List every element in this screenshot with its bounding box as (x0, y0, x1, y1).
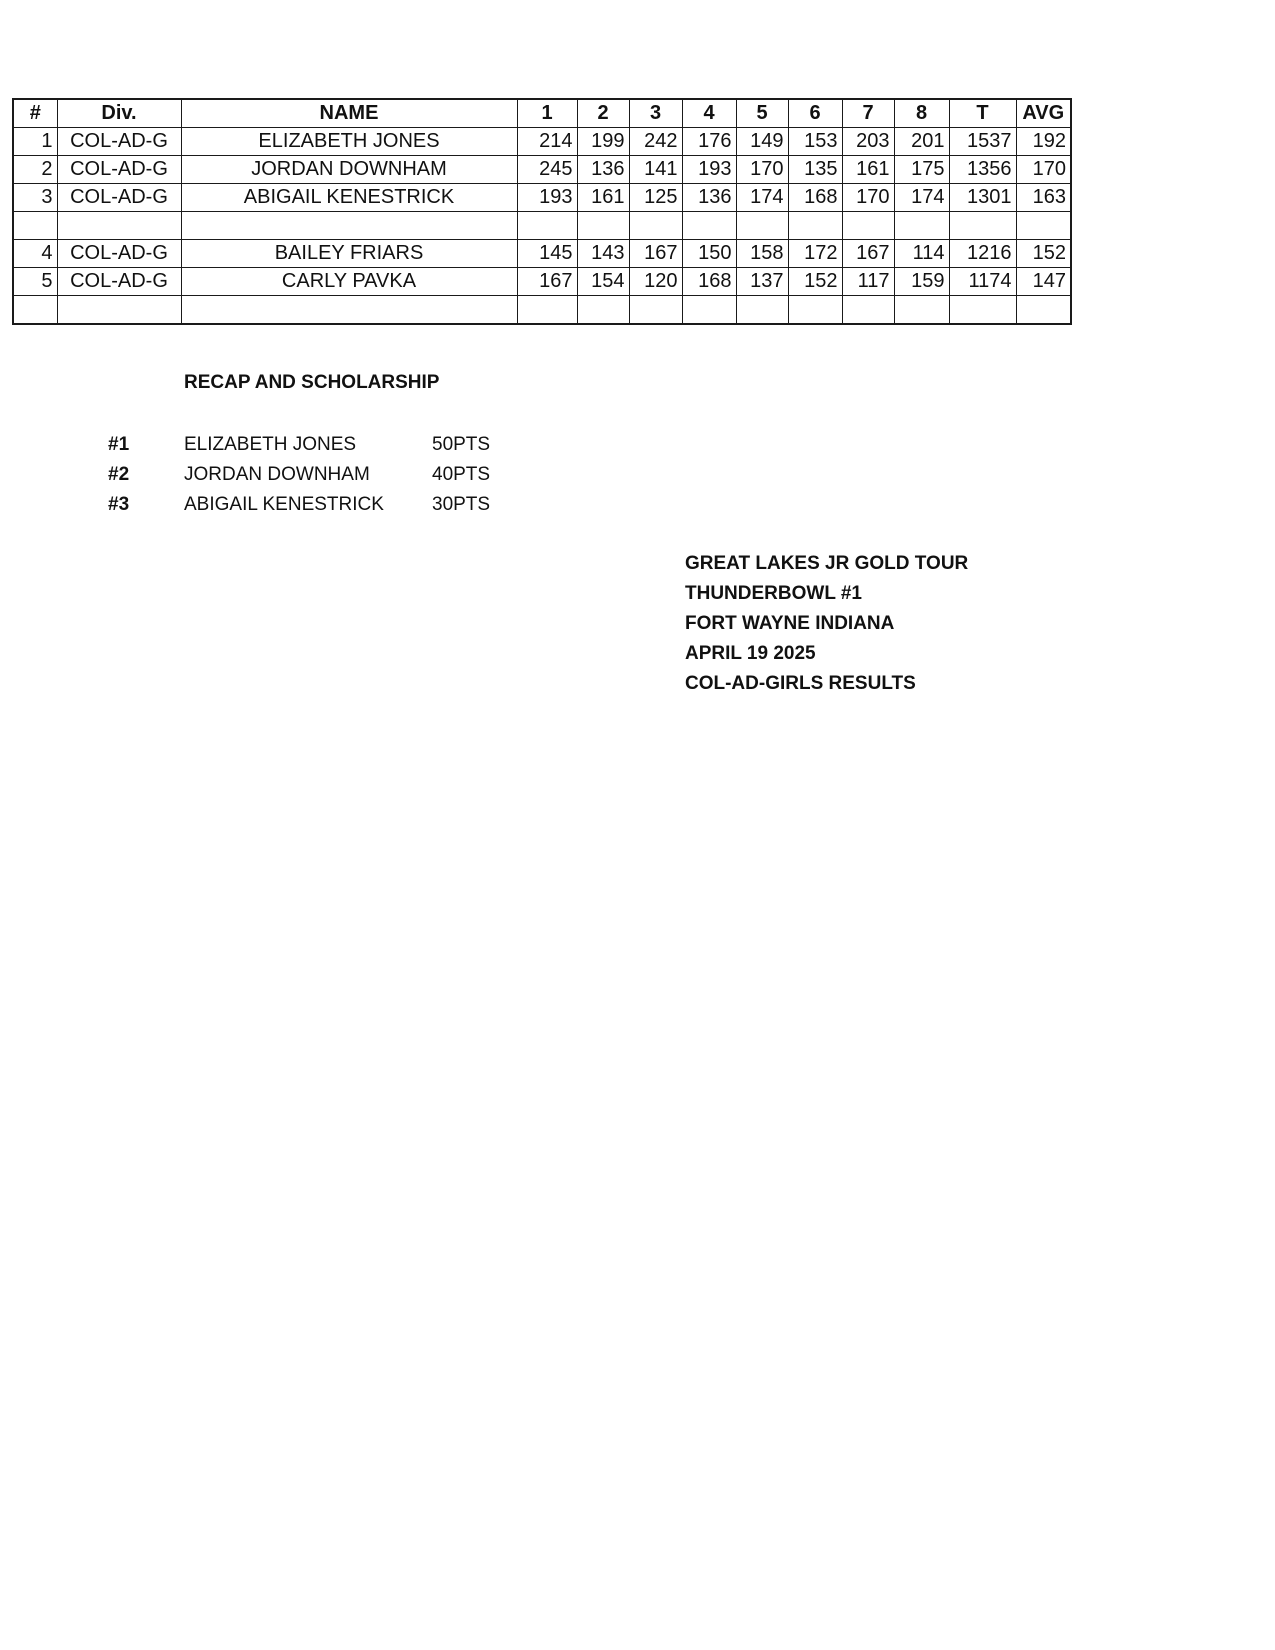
cell-rank: 2 (13, 156, 57, 184)
cell-game-7: 161 (842, 156, 894, 184)
cell-name: CARLY PAVKA (181, 268, 517, 296)
header-total: T (949, 99, 1016, 128)
event-tour-name: GREAT LAKES JR GOLD TOUR (685, 553, 969, 574)
cell-game-1: 245 (517, 156, 577, 184)
cell-division (57, 212, 181, 240)
cell-game-3: 242 (629, 128, 682, 156)
cell-rank: 5 (13, 268, 57, 296)
cell-name (181, 296, 517, 325)
cell-game-6 (788, 296, 842, 325)
cell-game-8: 175 (894, 156, 949, 184)
cell-game-4: 150 (682, 240, 736, 268)
cell-game-5: 174 (736, 184, 788, 212)
cell-rank: 4 (13, 240, 57, 268)
event-info (685, 549, 968, 699)
cell-game-8: 174 (894, 184, 949, 212)
cell-total: 1537 (949, 128, 1016, 156)
cell-average (1016, 212, 1071, 240)
cell-game-3 (629, 212, 682, 240)
header-game-2: 2 (577, 99, 629, 128)
cell-game-1: 193 (517, 184, 577, 212)
cell-division: COL-AD-G (57, 240, 181, 268)
cell-game-6 (788, 212, 842, 240)
cell-average: 192 (1016, 128, 1071, 156)
results-body (13, 128, 1071, 325)
cell-game-1: 167 (517, 268, 577, 296)
cell-game-8 (894, 296, 949, 325)
recap-points: 30PTS (432, 494, 491, 515)
cell-game-2: 143 (577, 240, 629, 268)
cell-average: 163 (1016, 184, 1071, 212)
cell-division: COL-AD-G (57, 184, 181, 212)
cell-game-8: 159 (894, 268, 949, 296)
header-division: Div. (57, 99, 181, 128)
event-location: FORT WAYNE INDIANA (685, 613, 895, 634)
cell-game-3: 125 (629, 184, 682, 212)
cell-game-5: 170 (736, 156, 788, 184)
header-game-7: 7 (842, 99, 894, 128)
cell-game-7: 203 (842, 128, 894, 156)
cell-game-5 (736, 212, 788, 240)
header-name: NAME (181, 99, 517, 128)
cell-game-5: 158 (736, 240, 788, 268)
recap-name: ELIZABETH JONES (184, 434, 357, 455)
header-game-8: 8 (894, 99, 949, 128)
cell-game-6: 152 (788, 268, 842, 296)
cell-division: COL-AD-G (57, 268, 181, 296)
cell-game-4: 176 (682, 128, 736, 156)
event-date: APRIL 19 2025 (685, 643, 816, 664)
cell-game-3: 141 (629, 156, 682, 184)
cell-total: 1301 (949, 184, 1016, 212)
cell-game-2: 154 (577, 268, 629, 296)
cell-game-4: 168 (682, 268, 736, 296)
cell-game-1: 214 (517, 128, 577, 156)
cell-total: 1174 (949, 268, 1016, 296)
cell-game-4 (682, 212, 736, 240)
cell-average: 170 (1016, 156, 1071, 184)
cell-game-5 (736, 296, 788, 325)
cell-rank (13, 296, 57, 325)
cell-name: JORDAN DOWNHAM (181, 156, 517, 184)
header-game-1: 1 (517, 99, 577, 128)
table-row (13, 212, 1071, 240)
cell-division: COL-AD-G (57, 128, 181, 156)
event-results-title: COL-AD-GIRLS RESULTS (685, 673, 916, 694)
cell-name: ELIZABETH JONES (181, 128, 517, 156)
recap-points: 40PTS (432, 464, 491, 485)
recap-entry (108, 460, 490, 490)
cell-total (949, 212, 1016, 240)
header-game-6: 6 (788, 99, 842, 128)
cell-game-7: 117 (842, 268, 894, 296)
cell-game-2: 199 (577, 128, 629, 156)
results-table (12, 98, 1072, 325)
cell-game-1 (517, 296, 577, 325)
recap-rank: #3 (108, 494, 130, 515)
header-rank: # (13, 99, 57, 128)
cell-name: BAILEY FRIARS (181, 240, 517, 268)
cell-game-5: 149 (736, 128, 788, 156)
cell-average (1016, 296, 1071, 325)
cell-game-2 (577, 296, 629, 325)
cell-rank: 1 (13, 128, 57, 156)
cell-game-6: 172 (788, 240, 842, 268)
cell-game-3: 120 (629, 268, 682, 296)
cell-game-8 (894, 212, 949, 240)
cell-game-6: 168 (788, 184, 842, 212)
cell-rank (13, 212, 57, 240)
recap-rank: #1 (108, 434, 130, 455)
cell-game-4 (682, 296, 736, 325)
table-row (13, 240, 1071, 268)
cell-game-7: 167 (842, 240, 894, 268)
recap-entry (108, 430, 490, 460)
cell-average: 147 (1016, 268, 1071, 296)
table-row (13, 184, 1071, 212)
cell-rank: 3 (13, 184, 57, 212)
header-game-3: 3 (629, 99, 682, 128)
header-average: AVG (1016, 99, 1071, 128)
cell-game-3: 167 (629, 240, 682, 268)
cell-game-5: 137 (736, 268, 788, 296)
cell-average: 152 (1016, 240, 1071, 268)
cell-game-7: 170 (842, 184, 894, 212)
cell-game-1 (517, 212, 577, 240)
header-game-5: 5 (736, 99, 788, 128)
cell-total (949, 296, 1016, 325)
recap-rank: #2 (108, 464, 130, 485)
cell-game-6: 135 (788, 156, 842, 184)
cell-game-4: 136 (682, 184, 736, 212)
cell-division: COL-AD-G (57, 156, 181, 184)
recap-entry (108, 490, 490, 520)
recap-title: RECAP AND SCHOLARSHIP (184, 372, 440, 393)
table-row (13, 156, 1071, 184)
table-header-row (13, 99, 1071, 128)
table-row (13, 296, 1071, 325)
cell-game-2 (577, 212, 629, 240)
cell-game-2: 136 (577, 156, 629, 184)
cell-game-8: 114 (894, 240, 949, 268)
cell-game-1: 145 (517, 240, 577, 268)
cell-name: ABIGAIL KENESTRICK (181, 184, 517, 212)
recap-name: ABIGAIL KENESTRICK (184, 494, 384, 515)
recap-points: 50PTS (432, 434, 491, 455)
header-game-4: 4 (682, 99, 736, 128)
table-row (13, 268, 1071, 296)
cell-game-7 (842, 296, 894, 325)
cell-game-2: 161 (577, 184, 629, 212)
table-row (13, 128, 1071, 156)
cell-game-4: 193 (682, 156, 736, 184)
cell-game-6: 153 (788, 128, 842, 156)
cell-name (181, 212, 517, 240)
recap-list (108, 430, 490, 520)
cell-total: 1216 (949, 240, 1016, 268)
cell-game-7 (842, 212, 894, 240)
cell-game-8: 201 (894, 128, 949, 156)
cell-game-3 (629, 296, 682, 325)
event-tournament: THUNDERBOWL #1 (685, 583, 862, 604)
cell-division (57, 296, 181, 325)
recap-name: JORDAN DOWNHAM (184, 464, 370, 485)
cell-total: 1356 (949, 156, 1016, 184)
